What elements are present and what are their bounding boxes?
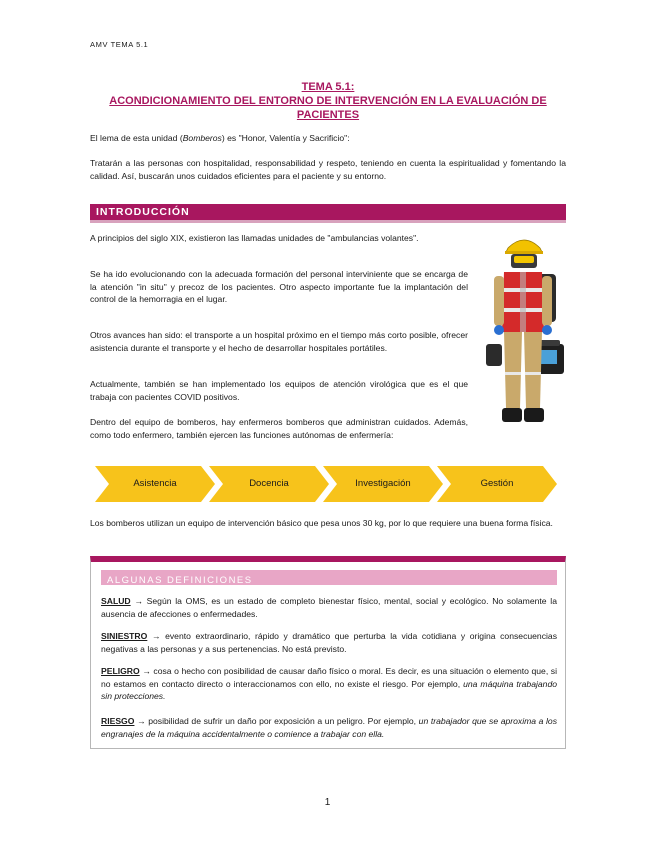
definition-siniestro bbox=[101, 630, 557, 655]
page-header-label: AMV TEMA 5.1 bbox=[90, 40, 149, 49]
intro-paragraph-1: A principios del siglo XIX, existieron las llamadas unidades de "ambulancias volantes". bbox=[90, 233, 419, 243]
definition-siniestro-text: → evento extraordinario, rápido y dramático que perturba la vida cotidiana y origina consecuencias negativas a las personas y a sus pertenencias. No está previsto. bbox=[101, 631, 557, 654]
term-riesgo: RIESGO bbox=[101, 716, 135, 726]
function-label-gestion: Gestión bbox=[480, 478, 514, 489]
intro-paragraph-2: Se ha ido evolucionando con la adecuada formación del personal interviniente que se encarga de la atención "in situ" y precoz de los pacientes. Otro aspecto importante fue la implantación del control de la hemorragia en el lugar. bbox=[90, 269, 468, 305]
function-label-docencia: Docencia bbox=[249, 478, 289, 489]
title-line-2: ACONDICIONAMIENTO DEL ENTORNO DE INTERVENCIÓN EN LA EVALUACIÓN DE bbox=[109, 95, 547, 107]
title-line-1: TEMA 5.1: bbox=[301, 81, 355, 93]
term-siniestro: SINIESTRO bbox=[101, 631, 148, 641]
title-line-3: PACIENTES bbox=[296, 109, 360, 121]
lema-paragraph bbox=[90, 132, 566, 145]
lema-suffix: ) es "Honor, Valentía y Sacrificio": bbox=[221, 133, 350, 143]
section-title: INTRODUCCIÓN bbox=[96, 206, 190, 218]
definitions-header bbox=[101, 570, 557, 585]
definition-riesgo-text: → posibilidad de sufrir un daño por exposición a un peligro. Por ejemplo, bbox=[134, 716, 419, 726]
definition-peligro bbox=[101, 665, 557, 703]
tratar-paragraph: Tratarán a las personas con hospitalidad, responsabilidad y respeto, teniendo en cuenta la espiritualidad y fomentando la calidad. Así, buscarán unos cuidados eficientes para el paciente y su entorno. bbox=[90, 158, 566, 181]
equipment-paragraph: Los bomberos utilizan un equipo de intervención básico que pesa unos 30 kg, por lo que requiere una buena forma física. bbox=[90, 518, 553, 528]
section-bar-introduccion bbox=[90, 204, 566, 223]
function-label-investigacion: Investigación bbox=[355, 478, 411, 489]
definition-peligro-example: una máquina trabajando sin protecciones. bbox=[101, 678, 557, 702]
lema-unit: Bomberos bbox=[182, 133, 222, 143]
definitions-header-label: ALGUNAS DEFINICIONES bbox=[107, 575, 253, 586]
document-title bbox=[90, 80, 566, 122]
page-number: 1 bbox=[324, 797, 331, 808]
lema-prefix: El lema de esta unidad ( bbox=[90, 133, 183, 143]
definition-peligro-text: → cosa o hecho con posibilidad de causar daño físico o moral. Es decir, es una situación o elemento que, si no estamos en contacto directo o interaccionamos con ello, no existe el riesgo. Por ejemplo, bbox=[101, 666, 557, 689]
definition-riesgo-example: un trabajador que se aproxima a los engranajes de la máquina accidentalmente o comience a trabajar con ella. bbox=[101, 716, 558, 739]
term-peligro: PELIGRO bbox=[101, 666, 140, 676]
term-salud: SALUD bbox=[101, 596, 131, 606]
definition-salud-text: → Según la OMS, es un estado de completo bienestar físico, mental, social y ecológico. No solamente la ausencia de afecciones o enfermedades. bbox=[101, 596, 557, 619]
intro-paragraph-5: Dentro del equipo de bomberos, hay enfermeros bomberos que administran cuidados. Además, como todo enfermero, también ejercen las funciones autónomas de enfermería: bbox=[90, 417, 468, 440]
definition-riesgo bbox=[101, 715, 557, 740]
intro-paragraph-3: Otros avances han sido: el transporte a un hospital próximo en el tiempo más corto posible, ofrecer asistencia durante el transporte y el hecho de desarrollar hospitales portátiles. bbox=[90, 330, 468, 353]
definitions-box bbox=[90, 556, 566, 749]
function-label-asistencia: Asistencia bbox=[133, 478, 177, 489]
definition-salud bbox=[101, 595, 557, 620]
nursing-functions-diagram bbox=[95, 466, 557, 502]
firefighter-illustration bbox=[478, 232, 568, 428]
intro-paragraph-4: Actualmente, también se han implementado los equipos de atención virológica que es el que trabaja con pacientes COVID positivos. bbox=[90, 379, 468, 402]
